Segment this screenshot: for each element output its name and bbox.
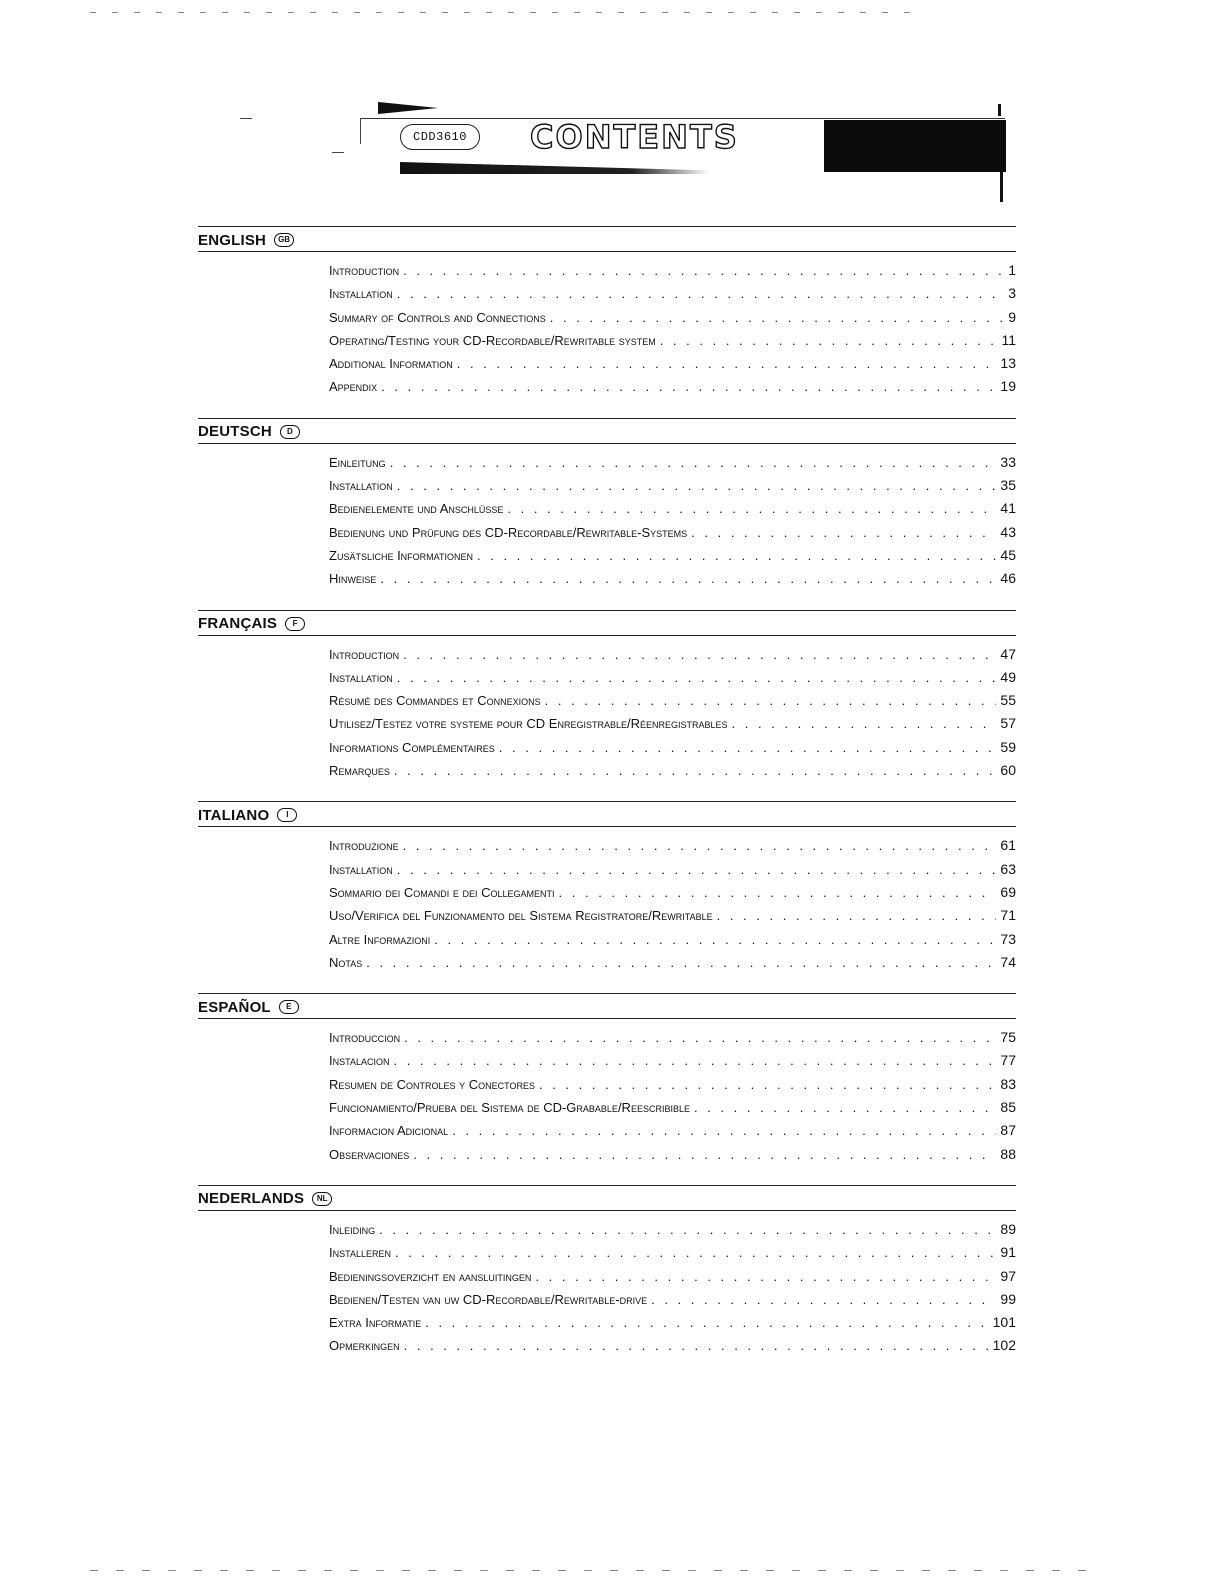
toc-entry-page: 13 — [1000, 355, 1016, 372]
dot-leader — [660, 333, 998, 348]
dot-leader — [403, 647, 996, 662]
section-header — [198, 996, 1016, 1018]
dot-leader — [694, 1100, 996, 1115]
toc-entry-page: 43 — [1000, 523, 1016, 540]
toc-entry-label: Bedieningsoverzicht en aansluitingen — [329, 1268, 532, 1284]
dot-leader — [403, 263, 1002, 278]
section-language: FRANÇAIS — [198, 615, 278, 633]
dot-leader — [550, 310, 1002, 325]
toc-section-italiano — [198, 801, 1016, 977]
section-header — [198, 229, 1016, 251]
toc-entry-label: Additional Information — [329, 356, 453, 372]
toc-entry-page: 19 — [1000, 378, 1016, 395]
toc-entry-label: Summary of Controls and Connections — [329, 309, 546, 325]
toc-entry[interactable] — [329, 1244, 1016, 1267]
toc-entry-page: 33 — [1000, 453, 1016, 470]
toc-entry-page: 55 — [1000, 692, 1016, 709]
toc-entry-page: 41 — [1000, 500, 1016, 517]
toc-entry-label: Opmerkingen — [329, 1338, 400, 1354]
dot-leader — [397, 478, 997, 493]
section-entries — [198, 646, 1016, 786]
dot-leader — [507, 501, 996, 516]
toc-entry-label: Bedienen/Testen van uw CD-Recordable/Rewritable-drive — [329, 1291, 648, 1307]
dot-leader — [535, 1269, 996, 1284]
toc-entry-label: Introduction — [329, 646, 400, 662]
toc-entry[interactable] — [329, 1122, 1016, 1145]
toc-entry-label: Operating/Testing your CD-Recordable/Rewritable system — [329, 332, 656, 348]
banner-bracket — [360, 118, 361, 144]
toc-entry-page: 101 — [992, 1314, 1016, 1331]
toc-entry[interactable] — [329, 1052, 1016, 1075]
section-language: DEUTSCH — [198, 423, 272, 441]
banner-black-box — [824, 120, 1006, 172]
toc-entry-page: 73 — [1000, 930, 1016, 947]
toc-entry[interactable] — [329, 378, 1016, 401]
toc-section-español — [198, 993, 1016, 1169]
toc-entry-label: Utilisez/Testez votre systeme pour CD Enregistrable/Réenregistrables — [329, 716, 728, 732]
toc-entry-page: 91 — [1000, 1244, 1016, 1261]
section-language: NEDERLANDS — [198, 1190, 305, 1208]
section-rule — [198, 1018, 1016, 1019]
contents-banner — [360, 100, 1020, 210]
toc-entry[interactable] — [329, 1221, 1016, 1244]
section-language: ENGLISH — [198, 231, 267, 249]
toc-entry-label: Informations Complémentaires — [329, 739, 495, 755]
toc-entry-page: 87 — [1000, 1122, 1016, 1139]
dot-leader — [395, 1245, 996, 1260]
toc-entry-label: Hinweise — [329, 571, 377, 587]
toc-entry[interactable] — [329, 884, 1016, 907]
toc-entry[interactable] — [329, 285, 1016, 308]
toc-entry[interactable] — [329, 739, 1016, 762]
section-rule — [198, 418, 1016, 419]
dot-leader — [380, 571, 996, 586]
toc-entry-label: Installation — [329, 669, 393, 685]
section-entries — [198, 1221, 1016, 1361]
toc-entry-label: Notas — [329, 954, 363, 970]
toc-entry[interactable] — [329, 1337, 1016, 1360]
scan-edge-top — [90, 12, 910, 13]
dot-leader — [381, 379, 996, 394]
toc-entry-label: Installeren — [329, 1245, 391, 1261]
toc-entry-label: Introduccion — [329, 1030, 401, 1046]
section-header — [198, 1188, 1016, 1210]
toc-entry-label: Uso/Verifica del Funzionamento del Sistema Registratore/Rewritable — [329, 908, 713, 924]
section-entries — [198, 262, 1016, 402]
dot-leader — [691, 525, 996, 540]
toc-entry-label: Funcionamiento/Prueba del Sistema de CD-Grabable/Reescribible — [329, 1100, 690, 1116]
toc-entry-page: 89 — [1000, 1220, 1016, 1237]
section-entries — [198, 1029, 1016, 1169]
section-header — [198, 804, 1016, 826]
section-rule — [198, 443, 1016, 444]
toc-entry-label: Sommario dei Comandi e dei Collegamenti — [329, 884, 555, 900]
toc-entry-page: 59 — [1000, 738, 1016, 755]
language-flag-icon: E — [279, 1000, 299, 1014]
toc-entry-page: 102 — [992, 1337, 1016, 1354]
toc-entry[interactable] — [329, 692, 1016, 715]
dot-leader — [651, 1292, 996, 1307]
toc-entry-page: 75 — [1000, 1029, 1016, 1046]
section-rule — [198, 610, 1016, 611]
toc-entry-label: Résumé des Commandes et Connexions — [329, 693, 541, 709]
section-rule — [198, 993, 1016, 994]
toc-entry-label: Extra Informatie — [329, 1315, 422, 1331]
toc-entry-page: 74 — [1000, 953, 1016, 970]
toc-entry[interactable] — [329, 1314, 1016, 1337]
toc-entry-label: Resumen de Controles y Conectores — [329, 1076, 535, 1092]
section-header — [198, 613, 1016, 635]
toc-entry-label: Installation — [329, 861, 393, 877]
dot-leader — [397, 670, 997, 685]
scan-edge-bottom — [90, 1570, 1100, 1571]
dot-leader — [393, 1053, 996, 1068]
dot-leader — [390, 455, 997, 470]
toc-entry-page: 61 — [1000, 837, 1016, 854]
language-flag-icon: F — [285, 617, 305, 631]
toc-entry[interactable] — [329, 570, 1016, 593]
toc-entry-label: Instalacion — [329, 1053, 390, 1069]
toc-entry-label: Observaciones — [329, 1146, 410, 1162]
toc-entry-page: 85 — [1000, 1099, 1016, 1116]
section-rule — [198, 635, 1016, 636]
toc-entry-page: 35 — [1000, 477, 1016, 494]
toc-entry[interactable] — [329, 500, 1016, 523]
dot-leader — [717, 908, 997, 923]
toc-entry-label: Bedienelemente und Anschlüsse — [329, 501, 504, 517]
banner-dash — [332, 152, 344, 153]
toc-entry-page: 3 — [1008, 285, 1016, 302]
dot-leader — [457, 356, 997, 371]
toc-entry-label: Installation — [329, 478, 393, 494]
toc-entry-label: Introduction — [329, 263, 400, 278]
toc-entry[interactable] — [329, 355, 1016, 378]
dot-leader — [394, 763, 997, 778]
toc-entry[interactable] — [329, 861, 1016, 884]
toc-entry-page: 60 — [1000, 762, 1016, 779]
toc-entry-label: Installation — [329, 286, 393, 302]
section-entries — [198, 837, 1016, 977]
toc-entry[interactable] — [329, 1029, 1016, 1052]
toc-entry[interactable] — [329, 1076, 1016, 1099]
section-rule — [198, 251, 1016, 252]
toc-entry[interactable] — [329, 646, 1016, 669]
toc-section-français — [198, 610, 1016, 786]
toc-entry-page: 83 — [1000, 1075, 1016, 1092]
toc-section-english — [198, 226, 1016, 402]
toc-entry[interactable] — [329, 931, 1016, 954]
toc-entry[interactable] — [329, 907, 1016, 930]
toc-entry[interactable] — [329, 715, 1016, 738]
toc-entry[interactable] — [329, 309, 1016, 332]
section-rule — [198, 801, 1016, 802]
toc-entry[interactable] — [329, 1146, 1016, 1169]
language-flag-icon: D — [280, 425, 300, 439]
toc-section-deutsch — [198, 418, 1016, 594]
section-language: ITALIANO — [198, 806, 270, 824]
toc-entry[interactable] — [329, 1099, 1016, 1122]
toc-entry-page: 77 — [1000, 1052, 1016, 1069]
toc-entry[interactable] — [329, 1268, 1016, 1291]
toc-entry-page: 69 — [1000, 883, 1016, 900]
toc-entry[interactable] — [329, 547, 1016, 570]
dot-leader — [397, 862, 997, 877]
section-rule — [198, 1185, 1016, 1186]
toc-entry-page: 63 — [1000, 860, 1016, 877]
dot-leader — [425, 1315, 988, 1330]
dot-leader — [366, 955, 996, 970]
dot-leader — [452, 1123, 996, 1138]
toc-entry[interactable] — [329, 954, 1016, 977]
section-header — [198, 421, 1016, 443]
toc-entry-page: 1 — [1008, 262, 1016, 278]
toc-entry-page: 45 — [1000, 546, 1016, 563]
toc-entry-page: 88 — [1000, 1145, 1016, 1162]
toc-entry[interactable] — [329, 1291, 1016, 1314]
section-rule — [198, 826, 1016, 827]
section-language: ESPAÑOL — [198, 998, 271, 1016]
banner-tick — [1000, 172, 1003, 202]
toc-entry[interactable] — [329, 454, 1016, 477]
toc-entry-label: Informacion Adicional — [329, 1123, 449, 1139]
toc-entry-label: Inleiding — [329, 1221, 376, 1237]
toc-entry-label: Remarques — [329, 763, 390, 779]
toc-entry[interactable] — [329, 332, 1016, 355]
toc-entry-label: Altre Informazioni — [329, 931, 431, 947]
dot-leader — [732, 716, 997, 731]
dot-leader — [404, 1338, 989, 1353]
dot-leader — [403, 838, 997, 853]
dot-leader — [404, 1030, 996, 1045]
dot-leader — [379, 1222, 996, 1237]
toc-entry-page: 46 — [1000, 570, 1016, 587]
toc-entry[interactable] — [329, 837, 1016, 860]
dot-leader — [539, 1077, 996, 1092]
toc-entry-page: 47 — [1000, 645, 1016, 662]
dot-leader — [434, 932, 996, 947]
toc-entry-label: Introduzione — [329, 838, 399, 854]
section-rule — [198, 226, 1016, 227]
banner-tick — [998, 104, 1001, 116]
toc-entry-label: Einleitung — [329, 454, 386, 470]
toc-entry[interactable] — [329, 477, 1016, 500]
toc-entry-page: 71 — [1000, 907, 1016, 924]
banner-wedge-top — [378, 102, 438, 114]
dot-leader — [413, 1147, 996, 1162]
toc-entry-page: 97 — [1000, 1267, 1016, 1284]
toc-entry-page: 57 — [1000, 715, 1016, 732]
section-rule — [198, 1210, 1016, 1211]
toc-entry-label: Bedienung und Prüfung des CD-Recordable/Rewritable-Systems — [329, 524, 688, 540]
language-flag-icon: I — [277, 808, 297, 822]
dot-leader — [499, 740, 997, 755]
banner-dash — [240, 118, 252, 119]
language-flag-icon: GB — [274, 233, 294, 247]
section-entries — [198, 454, 1016, 594]
model-badge: CDD3610 — [400, 124, 480, 150]
toc-entry-page: 49 — [1000, 668, 1016, 685]
toc-entry[interactable] — [329, 669, 1016, 692]
toc-section-nederlands — [198, 1185, 1016, 1361]
page-title: CONTENTS — [530, 118, 739, 156]
toc-entry-page: 99 — [1000, 1290, 1016, 1307]
dot-leader — [545, 693, 997, 708]
language-flag-icon: NL — [312, 1192, 332, 1206]
banner-wedge-bottom — [400, 162, 710, 174]
toc-entry[interactable] — [329, 262, 1016, 285]
dot-leader — [397, 286, 1002, 301]
toc-entry[interactable] — [329, 524, 1016, 547]
toc-entry-label: Appendix — [329, 379, 378, 395]
table-of-contents — [198, 226, 1016, 1377]
dot-leader — [477, 548, 996, 563]
toc-entry-page: 9 — [1008, 308, 1016, 325]
toc-entry-label: Zusätsliche Informationen — [329, 547, 474, 563]
toc-entry[interactable] — [329, 762, 1016, 785]
dot-leader — [559, 885, 997, 900]
toc-entry-page: 11 — [1001, 331, 1016, 348]
